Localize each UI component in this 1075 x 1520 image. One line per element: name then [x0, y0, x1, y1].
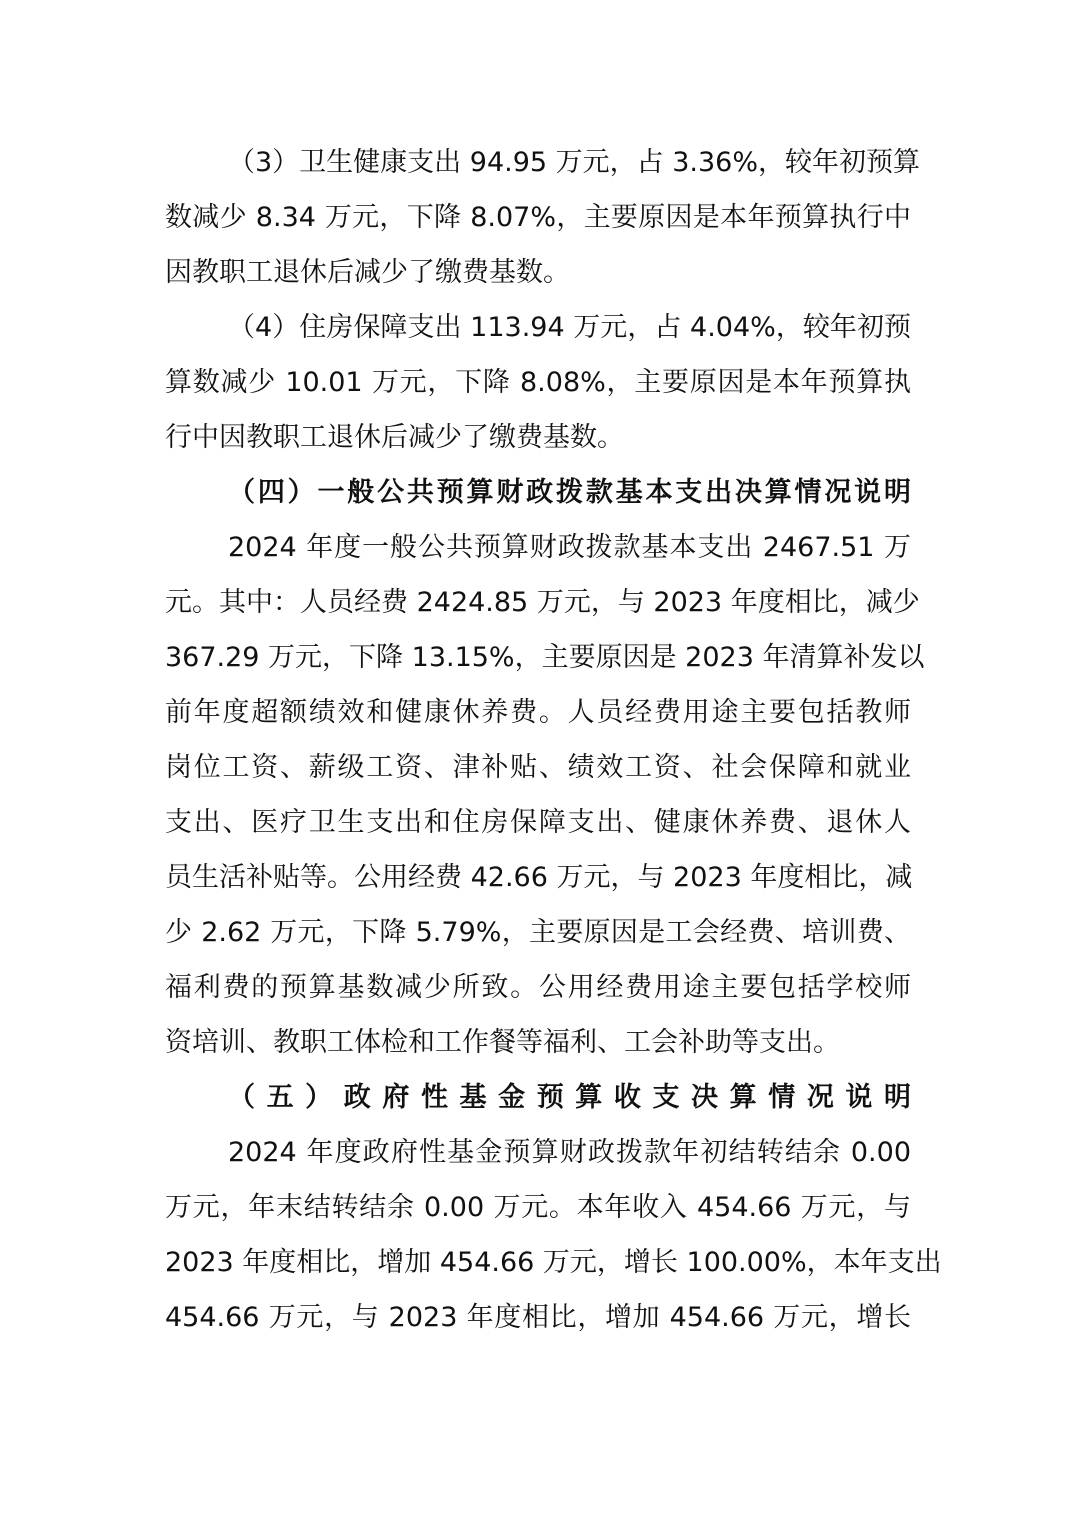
section-heading: （四）一般公共预算财政拨款基本支出决算情况说明: [228, 477, 911, 508]
text-line: 367.29 万元，下降 13.15%，主要原因是 2023 年清算补发以: [165, 642, 925, 673]
text-line: （3）卫生健康支出 94.95 万元，占 3.36%，较年初预算: [228, 147, 920, 178]
text-line: （4）住房保障支出 113.94 万元，占 4.04%，较年初预: [228, 312, 911, 343]
section-heading: （五）政府性基金预算收支决算情况说明: [228, 1082, 911, 1113]
text-line: 算数减少 10.01 万元，下降 8.08%，主要原因是本年预算执: [165, 367, 911, 398]
text-line: 454.66 万元，与 2023 年度相比，增加 454.66 万元，增长: [165, 1302, 911, 1333]
text-line: 2024 年度政府性基金预算财政拨款年初结转结余 0.00: [228, 1137, 911, 1168]
text-line: 福利费的预算基数减少所致。公用经费用途主要包括学校师: [165, 972, 911, 1003]
text-line: 岗位工资、薪级工资、津补贴、绩效工资、社会保障和就业: [165, 752, 911, 783]
text-line: 因教职工退休后减少了缴费基数。: [165, 257, 570, 288]
text-line: 支出、医疗卫生支出和住房保障支出、健康休养费、退休人: [165, 807, 911, 838]
text-line: 数减少 8.34 万元，下降 8.07%，主要原因是本年预算执行中: [165, 202, 911, 233]
text-line: 万元，年末结转结余 0.00 万元。本年收入 454.66 万元，与: [165, 1192, 911, 1223]
text-line: 2023 年度相比，增加 454.66 万元，增长 100.00%，本年支出: [165, 1247, 942, 1278]
text-line: 员生活补贴等。公用经费 42.66 万元，与 2023 年度相比，减: [165, 862, 913, 893]
text-line: 行中因教职工退休后减少了缴费基数。: [165, 422, 624, 453]
text-line: 资培训、教职工体检和工作餐等福利、工会补助等支出。: [165, 1027, 840, 1058]
text-line: 少 2.62 万元，下降 5.79%，主要原因是工会经费、培训费、: [165, 917, 911, 948]
text-line: 前年度超额绩效和健康休养费。人员经费用途主要包括教师: [165, 697, 911, 728]
text-line: 元。其中：人员经费 2424.85 万元，与 2023 年度相比，减少: [165, 587, 920, 618]
text-line: 2024 年度一般公共预算财政拨款基本支出 2467.51 万: [228, 532, 911, 563]
